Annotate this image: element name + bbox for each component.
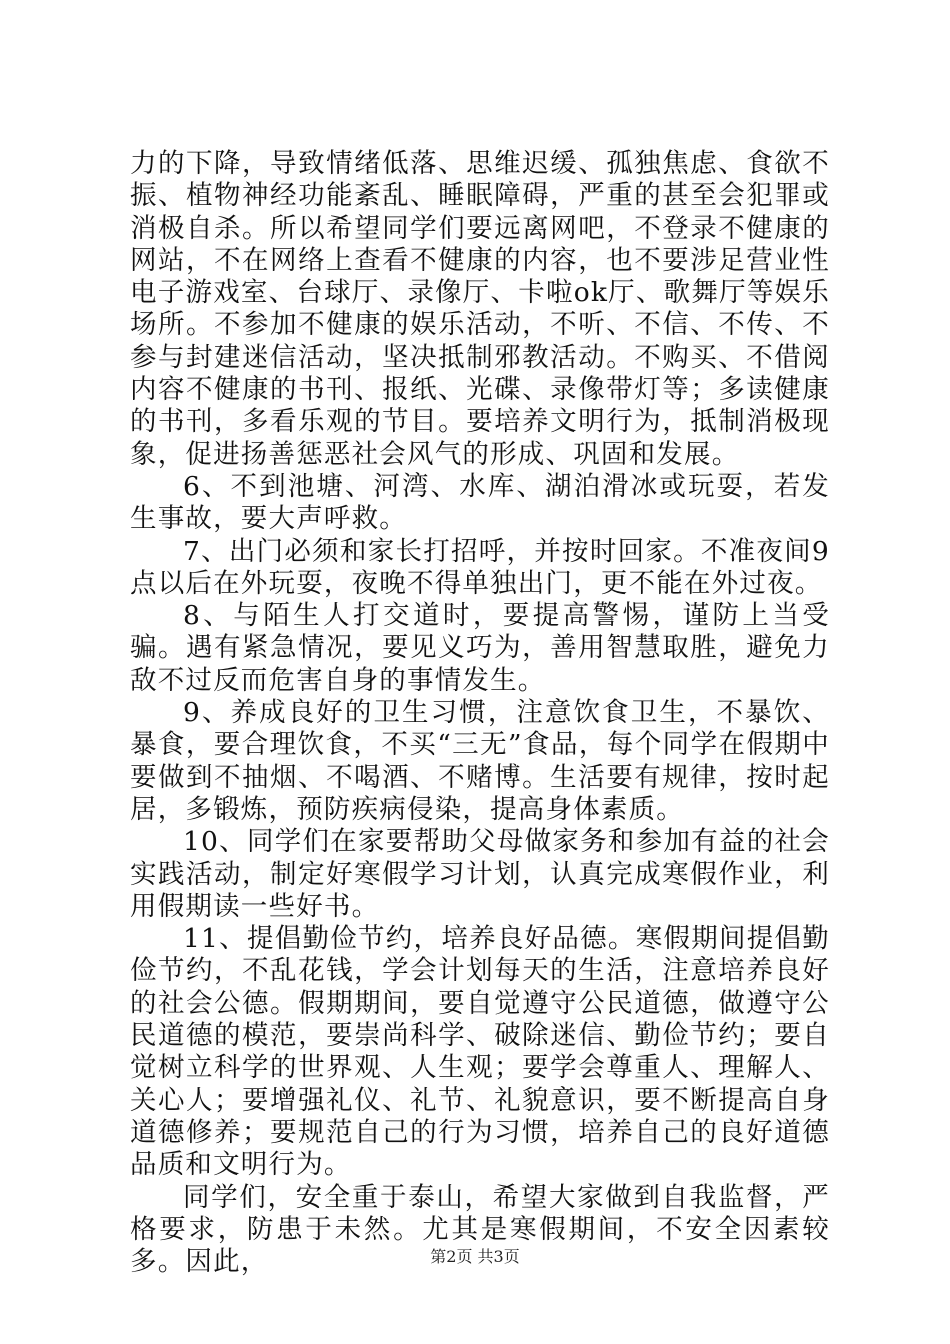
document-body (130, 148, 830, 1278)
paragraph-closing: 同学们，安全重于泰山，希望大家做到自我监督，严格要求，防患于未然。尤其是寒假期间，不安全因素较多。因此， (130, 1181, 830, 1278)
paragraph-item-7: 7、出门必须和家长打招呼，并按时回家。不准夜间9点以后在外玩耍，夜晚不得单独出门，更不能在外过夜。 (130, 535, 830, 599)
paragraph-item-6: 6、不到池塘、河湾、水库、湖泊滑冰或玩耍，若发生事故，要大声呼救。 (130, 470, 830, 535)
page-number-footer: 第2页 共3页 (430, 1247, 520, 1266)
paragraph-item-8: 8、与陌生人打交道时，要提高警惕，谨防上当受骗。遇有紧急情况，要见义巧为，善用智慧取胜，避免力敌不过反而危害自身的事情发生。 (130, 600, 830, 696)
paragraph-item-11: 11、提倡勤俭节约，培养良好品德。寒假期间提倡勤俭节约，不乱花钱，学会计划每天的生活，注意培养良好的社会公德。假期期间，要自觉遵守公民道德，做遵守公民道德的模范，要崇尚科学、破除迷信、勤俭节约；要自觉树立科学的世界观、人生观；要学会尊重人、理解人、关心人；要增强礼仪、礼节、礼貌意识，要不断提高自身道德修养；要规范自己的行为习惯，培养自己的良好道德品质和文明行为。 (130, 923, 830, 1181)
paragraph-item-10: 10、同学们在家要帮助父母做家务和参加有益的社会实践活动，制定好寒假学习计划，认真完成寒假作业，利用假期读一些好书。 (130, 826, 830, 922)
paragraph-item-9: 9、养成良好的卫生习惯，注意饮食卫生，不暴饮、暴食，要合理饮食，不买“三无”食品，每个同学在假期中要做到不抽烟、不喝酒、不赌博。生活要有规律，按时起居，多锻炼，预防疾病侵染，提高身体素质。 (130, 697, 830, 825)
paragraph-continuation: 力的下降，导致情绪低落、思维迟缓、孤独焦虑、食欲不振、植物神经功能紊乱、睡眠障碍，严重的甚至会犯罪或消极自杀。所以希望同学们要远离网吧，不登录不健康的网站，不在网络上查看不健康的内容，也不要涉足营业性电子游戏室、台球厅、录像厅、卡啦ok厅、歌舞厅等娱乐场所。不参加不健康的娱乐活动，不听、不信、不传、不参与封建迷信活动，坚决抵制邪教活动。不购买、不借阅内容不健康的书刊、报纸、光碟、录像带灯等；多读健康的书刊，多看乐观的节目。要培养文明行为，抵制消极现象，促进扬善惩恶社会风气的形成、巩固和发展。 (130, 148, 830, 470)
